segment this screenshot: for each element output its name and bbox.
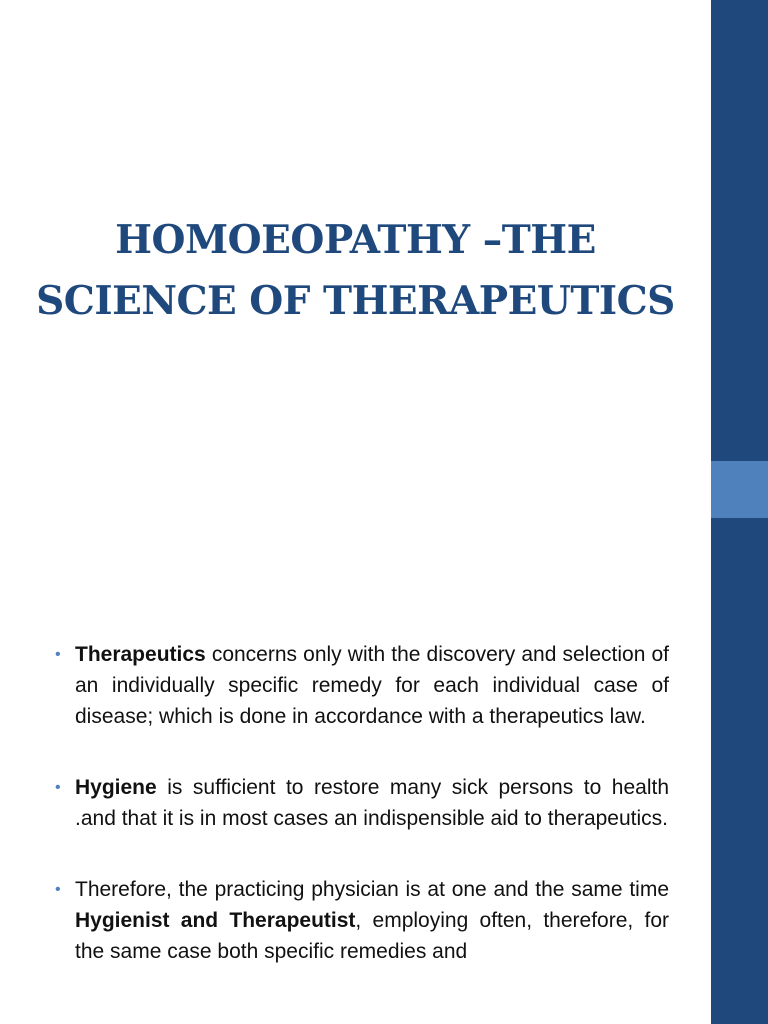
bullet-dot-icon: • (55, 779, 61, 796)
bullet-text-lead: Therefore, the practicing physician is at one and the same time (75, 878, 669, 901)
bullet-term: Hygiene (75, 776, 157, 799)
bullet-text: concerns only with the discovery and selection of an individually specific remedy for each individual case of disease; which is done in accordance with a therapeutics law. (75, 643, 669, 728)
bullet-dot-icon: • (55, 646, 61, 663)
slide-title-line-1: HOMOEOPATHY –THE (115, 217, 596, 264)
bullet-dot-icon: • (55, 881, 61, 898)
bullet-text: , employing often, therefore, for the same case both specific remedies and (75, 909, 669, 963)
bullet-term: Hygienist and Therapeutist (75, 909, 356, 932)
side-bar-accent (711, 461, 768, 518)
bullet-item-hygiene (0, 772, 711, 834)
slide-title (0, 210, 711, 332)
bullet-item-therapeutics (0, 639, 711, 732)
bullet-item-therefore (0, 874, 711, 967)
bullet-text: is sufficient to restore many sick persons to health .and that it is in most cases an indispensible aid to therapeutics. (75, 776, 669, 830)
bullet-term: Therapeutics (75, 643, 206, 666)
bullet-list (0, 639, 711, 1007)
slide-title-line-2: SCIENCE OF THERAPEUTICS (36, 278, 675, 325)
